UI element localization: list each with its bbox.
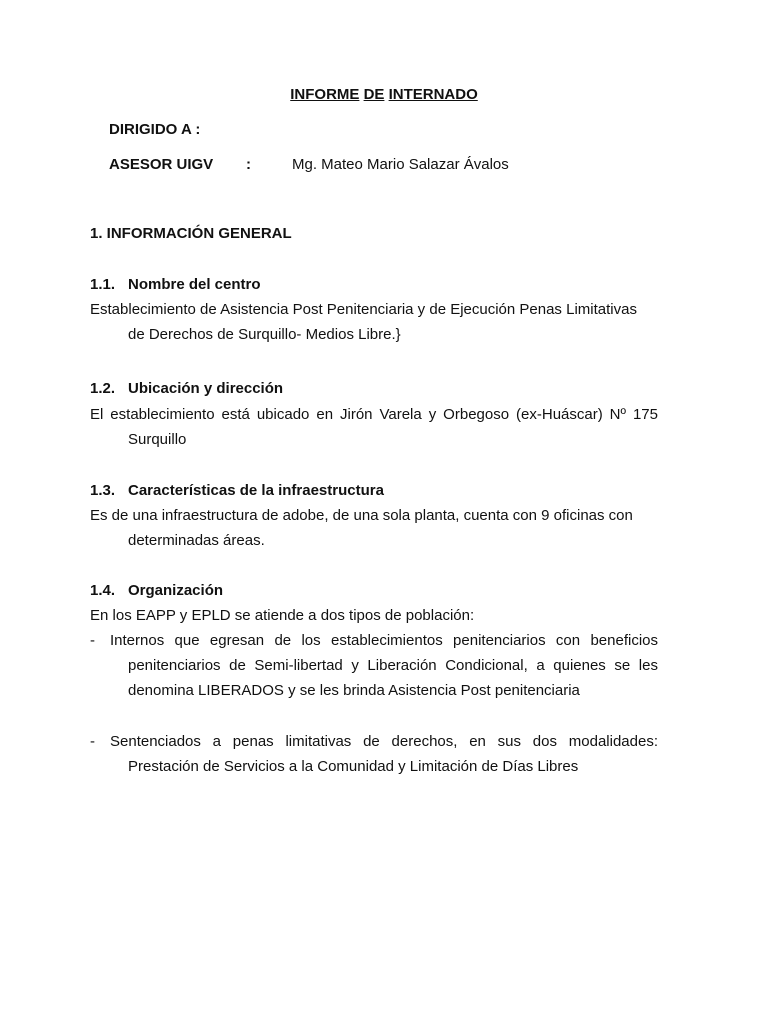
body-line: determinadas áreas. xyxy=(128,532,265,549)
subsection-number: 1.3. xyxy=(90,482,116,499)
asesor-colon: : xyxy=(246,156,251,173)
subsection-title: Características de la infraestructura xyxy=(128,482,384,499)
subsection-number: 1.1. xyxy=(90,276,116,293)
title-word-internado: INTERNADO xyxy=(388,86,478,103)
subsection-title: Nombre del centro xyxy=(128,276,261,293)
list-item xyxy=(90,628,658,703)
subsection-title: Ubicación y dirección xyxy=(128,380,284,397)
bullet-line: Prestación de Servicios a la Comunidad y Limitación de Días Libres xyxy=(128,758,579,775)
body-line: Es de una infraestructura de adobe, de una sola planta, cuenta con 9 oficinas con xyxy=(90,507,633,524)
subsection-number: 1.4. xyxy=(90,582,116,599)
bullet-line: denomina LIBERADOS y se les brinda Asistencia Post penitenciaria xyxy=(128,682,580,699)
asesor-value: Mg. Mateo Mario Salazar Ávalos xyxy=(292,156,509,173)
body-line: Surquillo xyxy=(128,431,187,448)
dirigido-label: DIRIGIDO A : xyxy=(109,121,201,138)
subsection-body xyxy=(90,503,658,553)
list-item xyxy=(90,729,658,779)
title-word-informe: INFORME xyxy=(290,86,360,103)
subsection-title: Organización xyxy=(128,582,224,599)
asesor-label: ASESOR UIGV xyxy=(109,156,214,173)
section-heading: 1. INFORMACIÓN GENERAL xyxy=(90,225,292,242)
subsection-number: 1.2. xyxy=(90,380,116,397)
subsection-body xyxy=(90,402,658,452)
bullet-line: penitenciarios de Semi-libertad y Liberación Condicional, a quienes se les xyxy=(128,657,658,674)
bullet-dash: - xyxy=(90,733,95,750)
title-word-de: DE xyxy=(363,86,385,103)
body-line: de Derechos de Surquillo- Medios Libre.} xyxy=(128,326,401,343)
bullet-line: Sentenciados a penas limitativas de derechos, en sus dos modalidades: xyxy=(110,733,658,750)
bullet-line: Internos que egresan de los establecimientos penitenciarios con beneficios xyxy=(110,632,658,649)
bullet-dash: - xyxy=(90,632,95,649)
organization-intro: En los EAPP y EPLD se atiende a dos tipos de población: xyxy=(90,607,475,624)
body-line: El establecimiento está ubicado en Jirón Varela y Orbegoso (ex-Huáscar) Nº 175 xyxy=(90,406,658,423)
document-title xyxy=(0,82,768,107)
subsection-body xyxy=(90,297,658,347)
body-line: Establecimiento de Asistencia Post Penitenciaria y de Ejecución Penas Limitativas xyxy=(90,301,637,318)
